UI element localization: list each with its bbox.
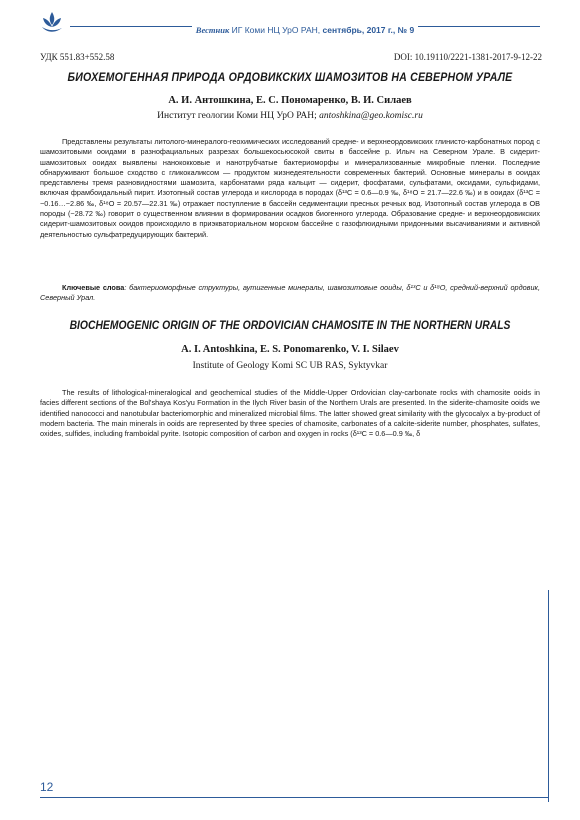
article-title-ru: БИОХЕМОГЕННАЯ ПРИРОДА ОРДОВИКСКИХ ШАМОЗИТОВ НА СЕВЕРНОМ УРАЛЕ: [67, 72, 513, 84]
journal-name: Вестник: [195, 25, 230, 35]
journal-header: [70, 24, 540, 36]
journal-issue-date: сентябрь, 2017 г., № 9: [322, 25, 415, 35]
doi-link[interactable]: DOI: 10.19110/2221-1381-2017-9-12-22: [393, 52, 542, 62]
authors-en: A. I. Antoshkina, E. S. Ponomarenko, V. I. Silaev: [181, 344, 399, 355]
margin-rule: [548, 590, 549, 802]
keywords-ru: [40, 283, 540, 304]
keywords-text: : бактериоморфные структуры, аутигенные минералы, шамозитовые ооиды, δ¹³C и δ¹⁸O, средний-верхний ордовик, Северный Урал.: [40, 283, 541, 303]
journal-publisher: ИГ Коми НЦ УрО РАН,: [229, 25, 323, 35]
institute-en: Institute of Geology Komi SC UB RAS, Syktyvkar: [192, 361, 388, 371]
institute-name-ru: Институт геологии Коми НЦ УрО РАН;: [157, 111, 320, 121]
footer-rule: [40, 797, 549, 798]
journal-logo-icon: [40, 10, 64, 36]
keywords-label: Ключевые слова: [62, 283, 125, 292]
udk-code: УДК 551.83+552.58: [40, 52, 115, 62]
author-email[interactable]: antoshkina@geo.komisc.ru: [319, 111, 423, 121]
page-number: 12: [40, 780, 54, 794]
abstract-en: The results of lithological-mineralogical and geochemical studies of the Middle-Upper Ordovician clay-carbonate rocks with chamosite ooids in facies different sections of the Bol'shaya Kos'yu Formation in the Ilych River basin of the Northern Urals are presented. In the siderite-chamosite ooids we identified nanococci and nanotubular bacteriomorphic and mineralized microbial films. The latter showed great similarity with the glycocalyx a by-product of modern bacteria. The main minerals in ooids are represented by three species of chamosite, carbonates of a calcite-siderite number, phosphates, sulfates, oxides, sulfides, including framboidal pyrite. Isotopic composition of carbon and oxygen in rocks (δ¹³C = 0.6—0.9 ‰, δ: [40, 388, 540, 439]
article-title-en: BIOCHEMOGENIC ORIGIN OF THE ORDOVICIAN CHAMOSITE IN THE NORTHERN URALS: [69, 320, 511, 332]
institute-ru: [40, 111, 540, 121]
authors-ru: А. И. Антошкина, Е. С. Пономаренко, В. И. Силаев: [168, 95, 412, 106]
abstract-ru: Представлены результаты литолого-минералого-геохимических исследований средне- и верхнеордовикских глинисто-карбонатных пород с шамозитовыми ооидами в разнофациальных разрезах большекосьюсокой свиты в бассейне р. Илыч на Северном Урале. В сидерит-шамозитовых ооидах выявлены нанококковые и нанотрубчатые бактериоморфы и минерализованные микробные пленки. Последние обнаруживают большое сходство с гликокаликсом — продуктом жизнедеятельности современных бактерий. Основные минералы в ооидах представлены тремя разновидностями шамозита, карбонатами ряда кальцит — сидерит, фосфатами, сульфатами, оксидами, сульфидами, включая фрамбоидальный пирит. Изотопный состав углерода и кислорода в породах (δ¹³C = 0.6—0.9 ‰, δ¹⁸O = 21.7—22.6 ‰) и в ооидах (δ¹³C = −0.16…−2.86 ‰, δ¹⁸O = 20.57—22.31 ‰) отражает поступление в бассейн седиментации пресных речных вод. Изотопный состав углерода в ОВ породы (−28.72 ‰) говорит о существенном влиянии в формировании осадков биогенного углерода. Образование средне- и верхнеордовикских сидерит-шамозитовых ооидов происходило в приэкваториальном морском бассейне с газофлюидными придонными высачиваниями и активной деятельностью сульфатредуцирующих бактерий.: [40, 137, 540, 239]
